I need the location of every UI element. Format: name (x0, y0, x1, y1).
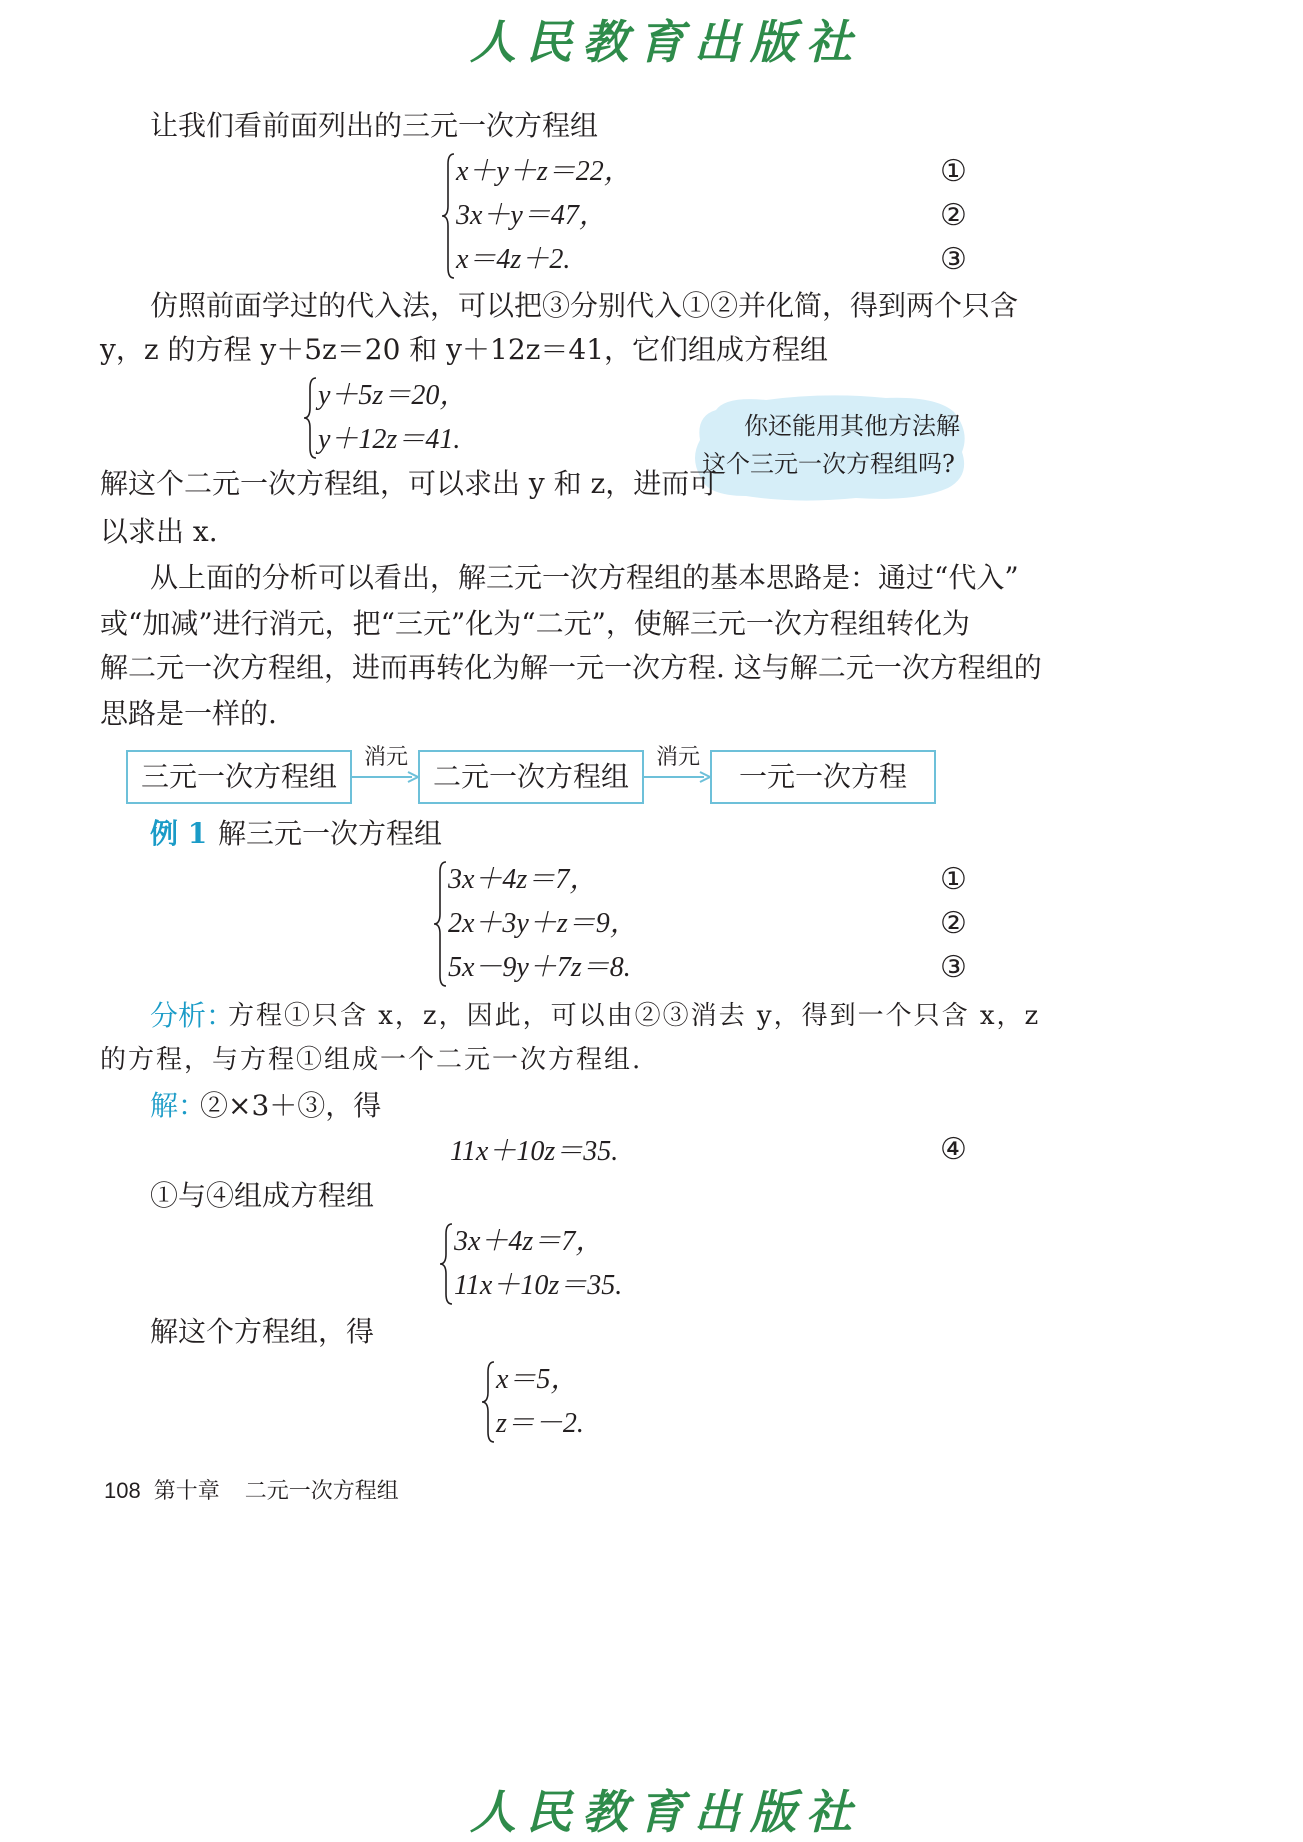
system-3-row-3: 5x－9y＋7z＝8. (448, 952, 631, 983)
equation-label-1: ① (940, 154, 967, 189)
publisher-watermark-bottom: 人民教育出版社 (470, 1785, 862, 1839)
page-footer (104, 1474, 399, 1505)
example-label: 例 1 (150, 817, 208, 850)
solution-row-2: z＝－2. (496, 1408, 584, 1439)
paragraph-solve-line-2: 以求出 x. (100, 515, 218, 548)
paragraph-combine: ①与④组成方程组 (150, 1179, 375, 1212)
page-number: 108 (104, 1478, 141, 1503)
analysis-label: 分析： (150, 999, 235, 1032)
system-2-row-1: y＋5z＝20， (318, 380, 468, 411)
analysis-line-1: 方程①只含 x，z，因此，可以由②③消去 y，得到一个只含 x，z (228, 1001, 1041, 1031)
equation-system-3 (432, 858, 972, 990)
equation-system-1 (440, 150, 980, 282)
system-1-row-1: x＋y＋z＝22， (456, 156, 632, 187)
system-2-row-2: y＋12z＝41. (318, 424, 461, 455)
paragraph-idea-line-2: 或“加减”进行消元，把“三元”化为“二元”，使解三元一次方程组转化为 (100, 607, 970, 640)
brace-icon (432, 858, 448, 990)
paragraph-substitution-line-2: y，z 的方程 y＋5z＝20 和 y＋12z＝41，它们组成方程组 (100, 333, 829, 366)
solution-step: ②×3＋③，得 (200, 1089, 382, 1122)
example-statement: 解三元一次方程组 (218, 817, 443, 850)
paragraph-idea-line-3: 解二元一次方程组，进而再转化为解一元一次方程. 这与解二元一次方程组的 (100, 651, 1042, 684)
equation-label-3: ③ (940, 242, 967, 277)
chapter-number: 第十章 (153, 1479, 220, 1504)
analysis-line-2: 的方程，与方程①组成一个二元一次方程组. (100, 1045, 643, 1075)
equation-system-4 (438, 1220, 738, 1308)
publisher-watermark-top: 人民教育出版社 (470, 15, 862, 69)
paragraph-idea-line-4: 思路是一样的. (100, 697, 277, 730)
solution-system (480, 1358, 680, 1446)
cloud-text-line-2: 这个三元一次方程组吗? (702, 450, 955, 478)
paragraph-solve-line-1: 解这个二元一次方程组，可以求出 y 和 z，进而可 (100, 467, 718, 500)
brace-icon (438, 1220, 454, 1308)
system-3-row-1: 3x＋4z＝7， (448, 864, 598, 895)
equation-label-2: ② (940, 906, 967, 941)
paragraph-idea-line-1: 从上面的分析可以看出，解三元一次方程组的基本思路是：通过“代入” (150, 561, 1019, 594)
brace-icon (480, 1358, 496, 1446)
flow-arrow-label-1: 消元 (364, 745, 409, 770)
paragraph-substitution-line-1: 仿照前面学过的代入法，可以把③分别代入①②并化简，得到两个只含 (150, 289, 1019, 322)
cloud-text-line-1: 你还能用其他方法解 (744, 412, 960, 440)
system-4-row-1: 3x＋4z＝7， (454, 1226, 604, 1257)
system-4-row-2: 11x＋10z＝35. (454, 1270, 623, 1301)
flow-box-three-variable: 三元一次方程组 (126, 750, 352, 804)
solution-row-1: x＝5， (496, 1364, 579, 1395)
equation-4: 11x＋10z＝35. (450, 1136, 619, 1167)
equation-label-2: ② (940, 198, 967, 233)
arrow-right-icon (644, 770, 712, 784)
equation-system-2 (302, 374, 602, 462)
paragraph-intro: 让我们看前面列出的三元一次方程组 (150, 109, 599, 142)
arrow-right-icon (352, 770, 420, 784)
system-1-row-2: 3x＋y＝47， (456, 200, 607, 231)
system-1-row-3: x＝4z＋2. (456, 244, 571, 275)
equation-label-3: ③ (940, 950, 967, 985)
flow-box-two-variable: 二元一次方程组 (418, 750, 644, 804)
equation-label-1: ① (940, 862, 967, 897)
flow-arrow-label-2: 消元 (656, 745, 701, 770)
brace-icon (302, 374, 318, 462)
system-3-row-2: 2x＋3y＋z＝9， (448, 908, 638, 939)
solution-label: 解： (150, 1089, 207, 1122)
flow-box-one-variable: 一元一次方程 (710, 750, 936, 804)
chapter-title: 二元一次方程组 (244, 1479, 399, 1504)
thought-cloud (686, 392, 972, 504)
equation-label-4: ④ (940, 1132, 967, 1167)
brace-icon (440, 150, 456, 282)
paragraph-solve-system: 解这个方程组，得 (150, 1315, 375, 1348)
